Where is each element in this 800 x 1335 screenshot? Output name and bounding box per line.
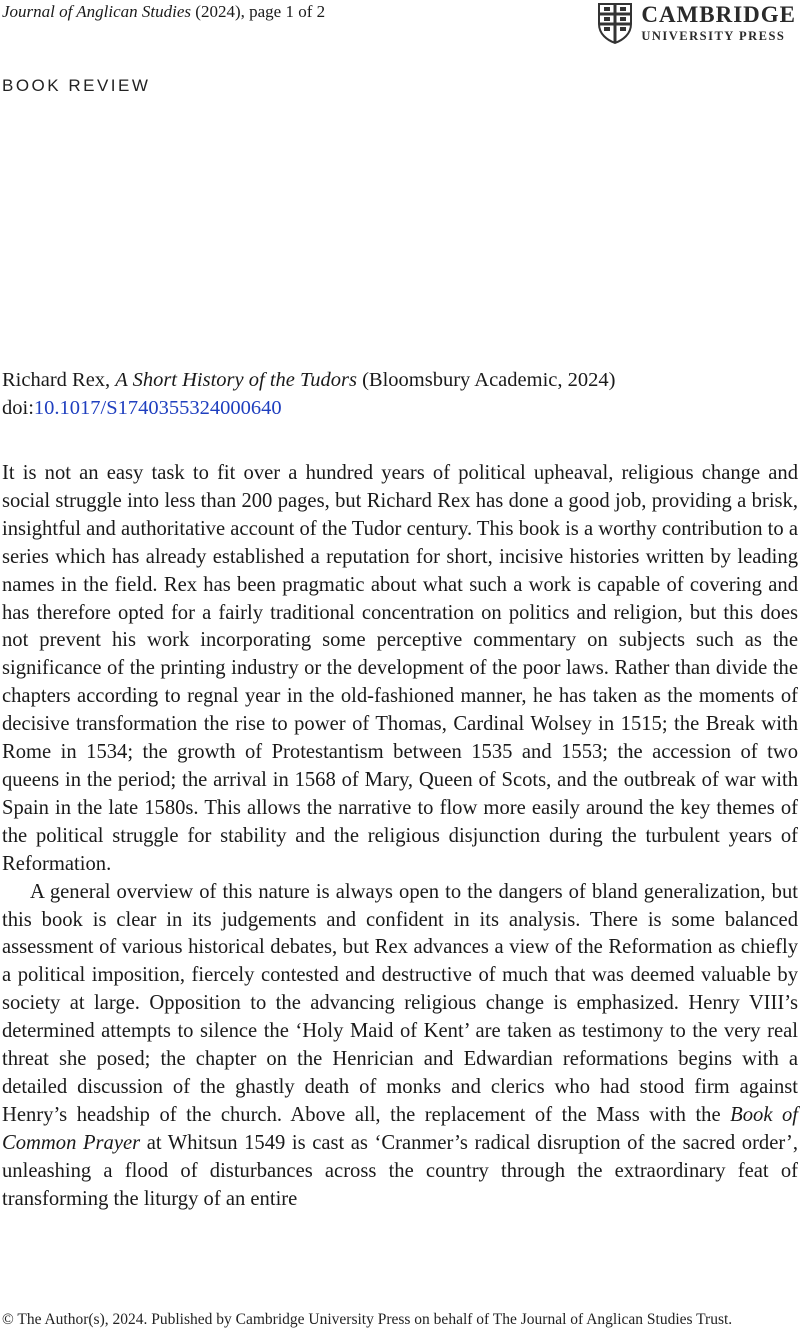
citation-author: Richard Rex, bbox=[2, 369, 111, 391]
issue-info: (2024), page 1 of 2 bbox=[191, 2, 326, 21]
journal-name: Journal of Anglican Studies bbox=[2, 2, 192, 21]
citation-publisher: (Bloomsbury Academic, 2024) bbox=[362, 369, 616, 391]
logo-name: CAMBRIDGE bbox=[641, 2, 796, 28]
doi-prefix: doi: bbox=[2, 397, 34, 419]
doi-link[interactable]: 10.1017/S1740355324000640 bbox=[33, 397, 282, 419]
paragraph-1: It is not an easy task to fit over a hundred years of political upheaval, religious change and social struggle into less than 200 pages, but Richard Rex has done a good job, providing a brisk, insightful and authoritative account of the Tudor century. This book is a worthy contribution to a series which has already established a reputation for short, incisive histories written by leading names in the field. Rex has been pragmatic about what such a work is capable of covering and has therefore opted for a fairly traditional concentration on politics and religion, but this does not prevent his work incorporating some perceptive commentary on subjects such as the significance of the printing industry or the development of the poor laws. Rather than divide the chapters according to regnal year in the old-fashioned manner, he has taken as the moments of decisive transformation the rise to power of Thomas, Cardinal Wolsey in 1515; the Break with Rome in 1534; the growth of Protestantism between 1535 and 1553; the accession of two queens in the period; the arrival in 1568 of Mary, Queen of Scots, and the outbreak of war with Spain in the late 1580s. This allows the narrative to flow more easily around the key themes of the political struggle for stability and the religious disjunction during the turbulent years of Reformation. bbox=[2, 462, 798, 875]
logo-subtitle: UNIVERSITY PRESS bbox=[641, 29, 786, 44]
book-citation bbox=[2, 366, 798, 422]
book-of-common-prayer-title: Book of Common Prayer bbox=[2, 1103, 799, 1154]
running-head bbox=[2, 2, 325, 22]
citation-title: A Short History of the Tudors bbox=[115, 369, 357, 391]
section-label: BOOK REVIEW bbox=[2, 76, 151, 95]
review-body bbox=[2, 460, 798, 1213]
university-shield-icon bbox=[597, 2, 633, 44]
copyright-footer: © The Author(s), 2024. Published by Cambridge University Press on behalf of The Journal of Anglican Studies Trust. bbox=[2, 1311, 733, 1328]
paragraph-2-part-2: at Whitsun 1549 is cast as ‘Cranmer’s radical disruption of the sacred order’, unleashing a flood of disturbances across the country through the extraordinary feat of transforming the liturgy of an entire bbox=[2, 1131, 798, 1210]
paragraph-2-part-1: A general overview of this nature is always open to the dangers of bland generalization, but this book is clear in its judgements and confident in its analysis. There is some balanced assessment of various historical debates, but Rex advances a view of the Reformation as chiefly a political imposition, fiercely contested and destructive of much that was deemed valuable by society at large. Opposition to the advancing religious change is emphasized. Henry VIII’s determined attempts to silence the ‘Holy Maid of Kent’ are taken as testimony to the very real threat she posed; the chapter on the Henrician and Edwardian reformations begins with a detailed discussion of the ghastly death of monks and clerics who had stood firm against Henry’s headship of the church. Above all, the replacement of the Mass with the bbox=[2, 880, 798, 1126]
paragraph-2 bbox=[2, 879, 798, 1214]
publisher-logo bbox=[597, 2, 796, 44]
